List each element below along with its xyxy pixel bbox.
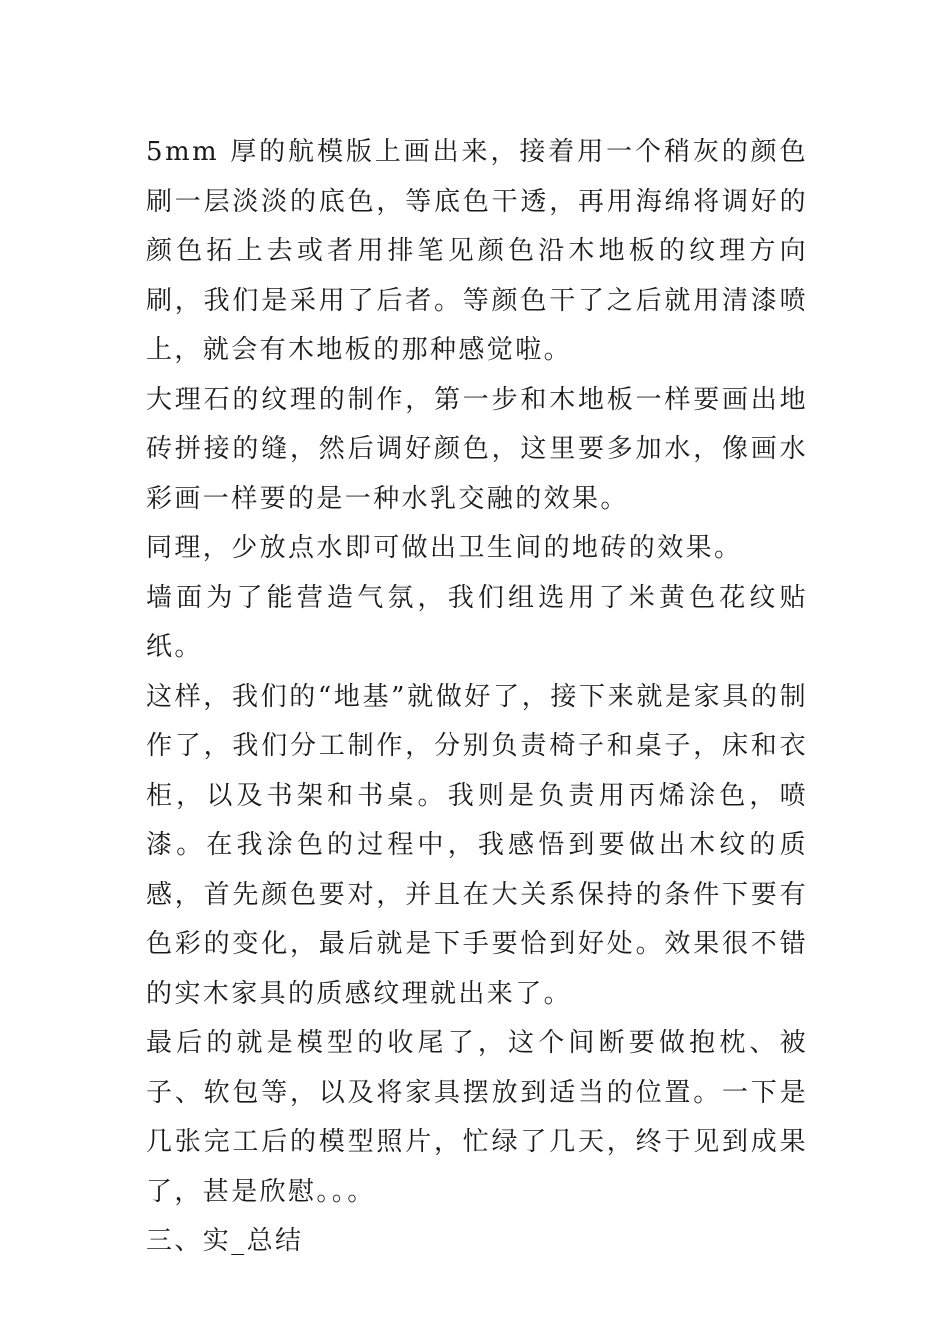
- section-heading-summary: 三、实_总结: [146, 1226, 304, 1256]
- paragraph-wood-floor: 5mm 厚的航模版上画出来，接着用一个稍灰的颜色刷一层淡淡的底色，等底色干透，再用海绵将调好的颜色拓上去或者用排笔见颜色沿木地板的纹理方向刷，我们是采用了后者。等颜色干了之后就用清漆喷上，就会有木地板的那种感觉啦。: [146, 137, 808, 365]
- document-body: [146, 128, 808, 1267]
- paragraph-finishing: 最后的就是模型的收尾了，这个间断要做抱枕、被子、软包等，以及将家具摆放到适当的位置。一下是几张完工后的模型照片，忙绿了几天，终于见到成果了，甚是欣慰。。。: [146, 1028, 808, 1207]
- paragraph-marble: 大理石的纹理的制作，第一步和木地板一样要画出地砖拼接的缝，然后调好颜色，这里要多加水，像画水彩画一样要的是一种水乳交融的效果。: [146, 384, 808, 514]
- paragraph-furniture: 这样，我们的“地基”就做好了，接下来就是家具的制作了，我们分工制作，分别负责椅子和桌子，床和衣柜，以及书架和书桌。我则是负责用丙烯涂色，喷漆。在我涂色的过程中，我感悟到要做出木纹的质感，首先颜色要对，并且在大关系保持的条件下要有色彩的变化，最后就是下手要恰到好处。效果很不错的实木家具的质感纹理就出来了。: [146, 681, 808, 1009]
- paragraph-wall: 墙面为了能营造气氛，我们组选用了米黄色花纹贴纸。: [146, 582, 808, 662]
- paragraph-bathroom-tiles: 同理，少放点水即可做出卫生间的地砖的效果。: [146, 533, 743, 563]
